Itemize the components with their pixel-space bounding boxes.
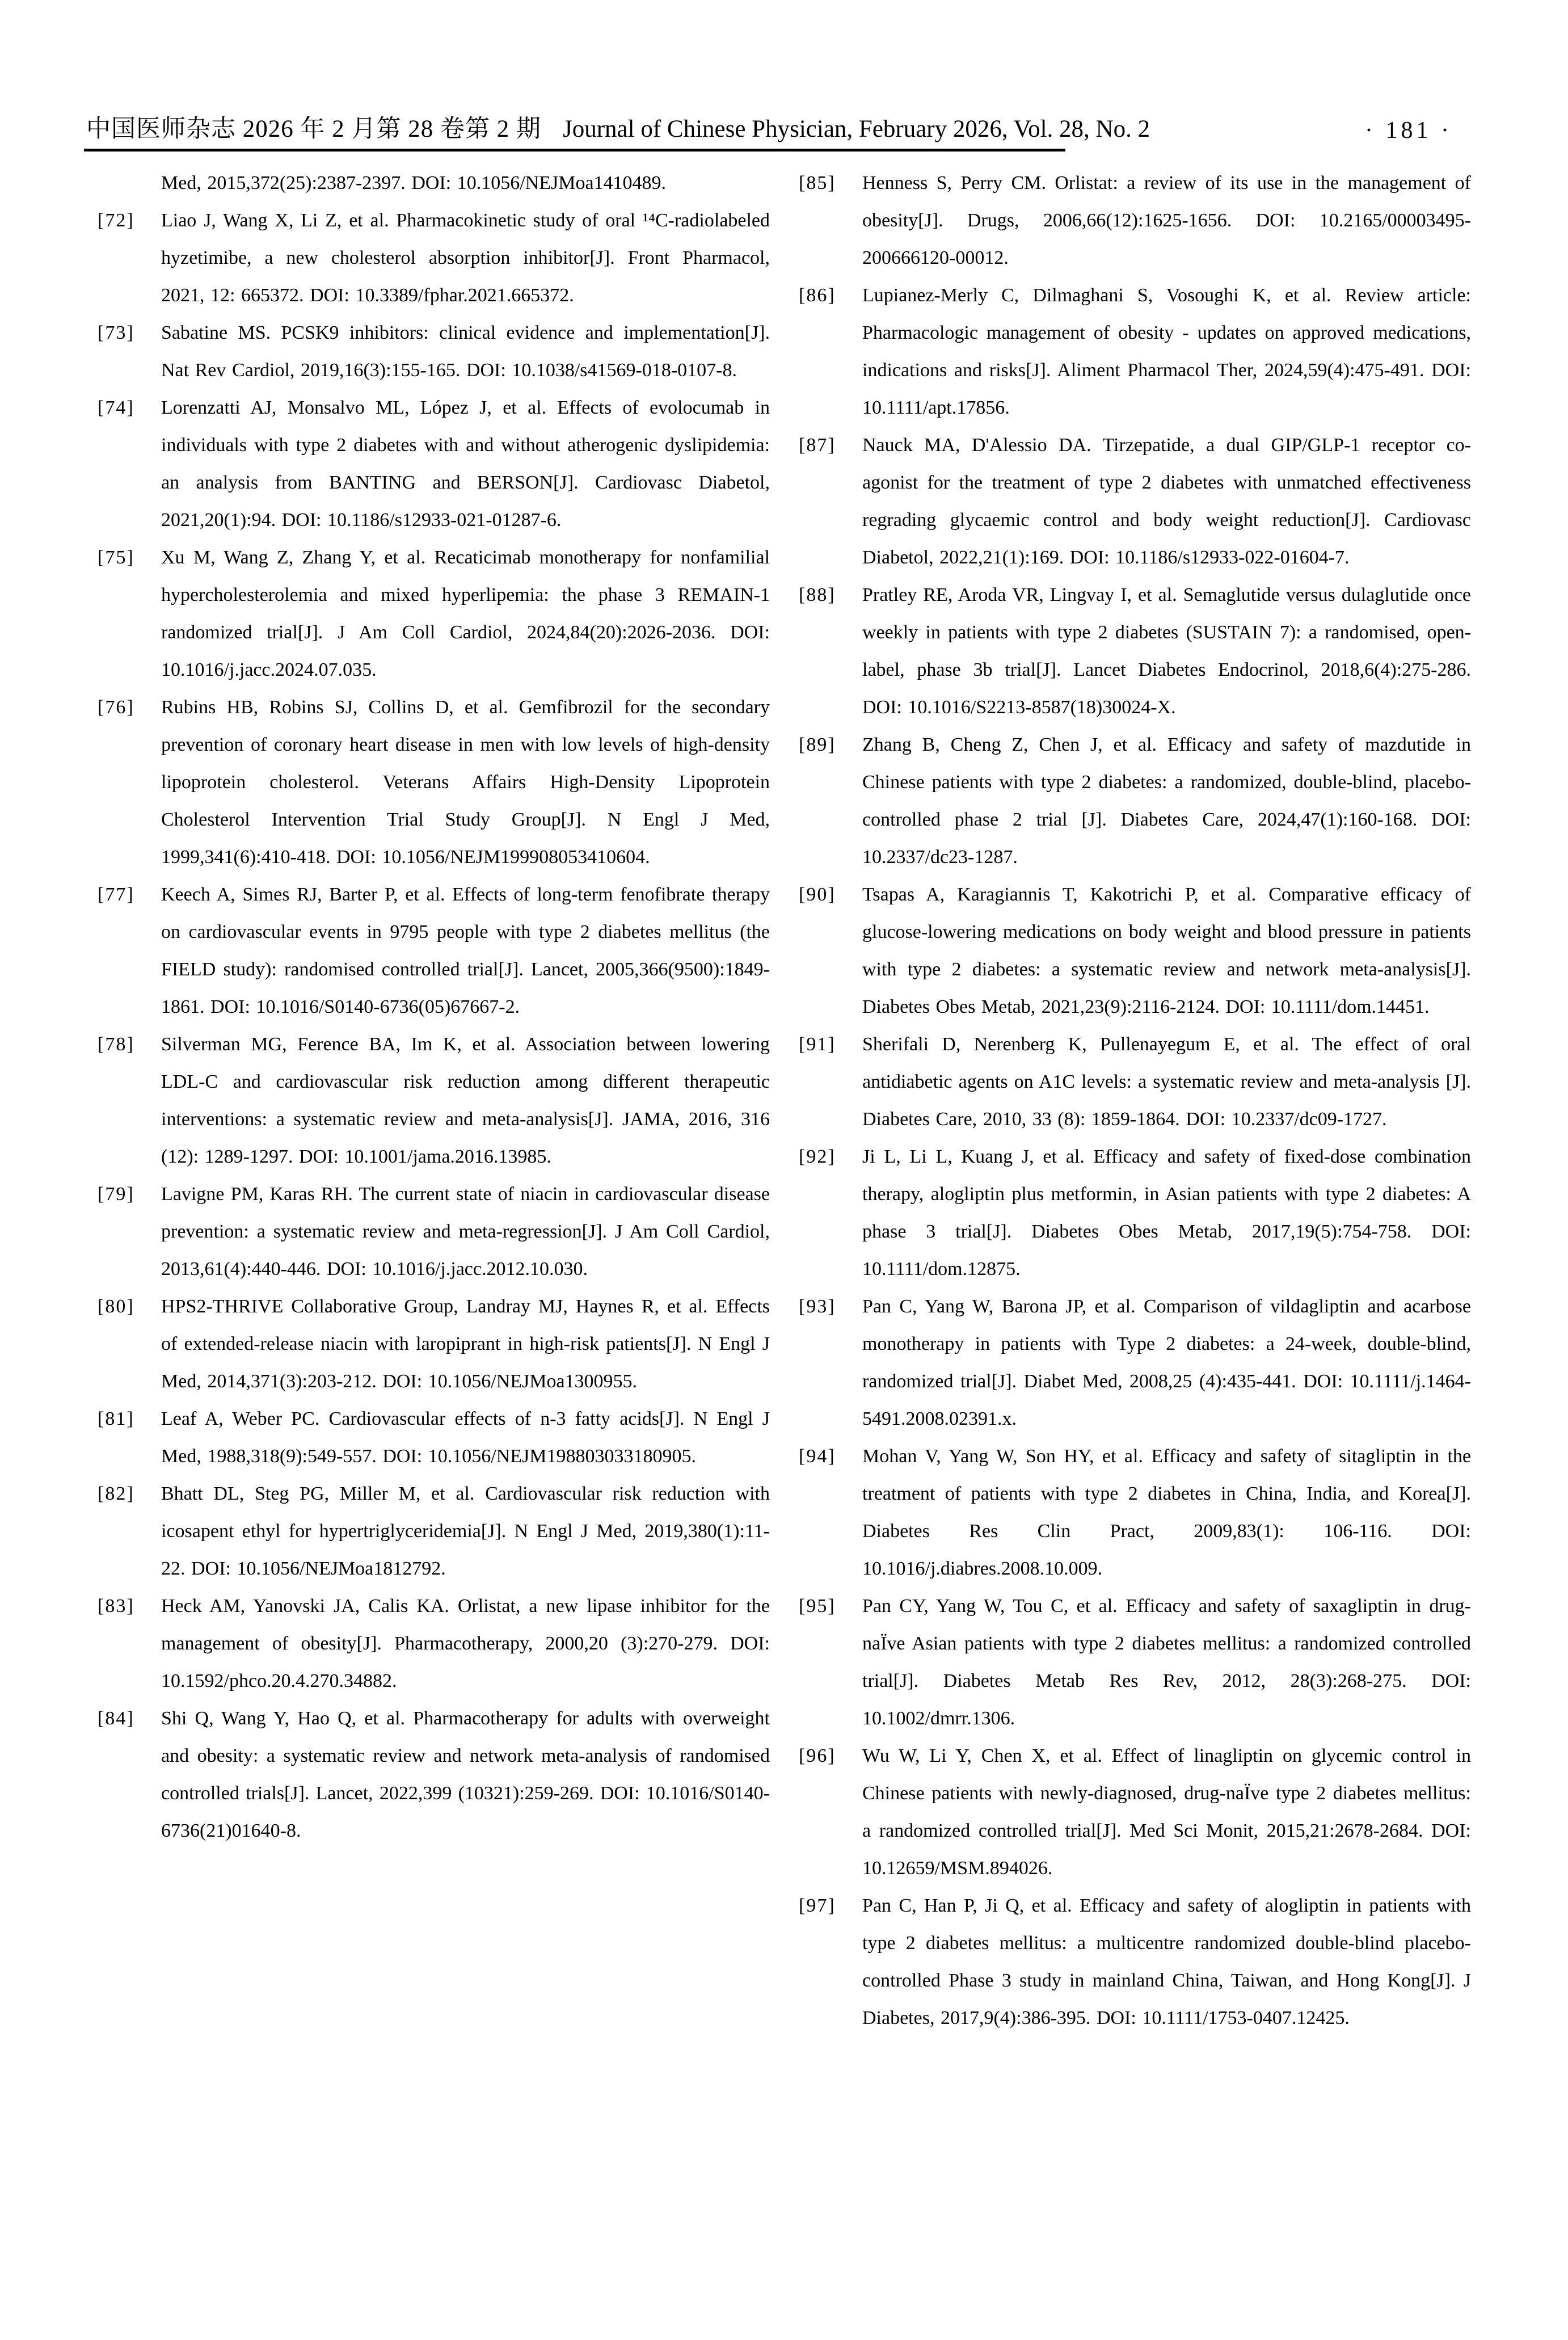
reference-text: Pan CY, Yang W, Tou C, et al. Efficacy and safety of saxagliptin in drug-naÏve Asian patients with type 2 diabetes mellitus: a randomized controlled trial[J]. Diabetes Metab Res Rev, 2012, 28(3):268-275. DOI: 10.1002/dmrr.1306. [862, 1596, 1471, 1729]
reference-number: [73] [98, 322, 134, 343]
reference-item [799, 1887, 1471, 2037]
reference-text: Sherifali D, Nerenberg K, Pullenayegum E, et al. The effect of oral antidiabetic agents on A1C levels: a systematic review and meta-analysis [J]. Diabetes Care, 2010, 33 (8): 1859-1864. DOI: 10.2337/dc09-1727. [862, 1034, 1471, 1130]
reference-number: [79] [98, 1184, 134, 1205]
reference-number: [95] [799, 1596, 836, 1617]
reference-text: Mohan V, Yang W, Son HY, et al. Efficacy and safety of sitagliptin in the treatment of patients with type 2 diabetes in China, India, and Korea[J]. Diabetes Res Clin Pract, 2009,83(1): 106-116. DOI: 10.1016/j.diabres.2008.10.009. [862, 1446, 1471, 1579]
reference-number: [80] [98, 1296, 134, 1317]
reference-item [98, 165, 770, 202]
reference-text: Lorenzatti AJ, Monsalvo ML, López J, et al. Effects of evolocumab in individuals with type 2 diabetes with and without atherogenic dyslipidemia: an analysis from BANTING and BERSON[J]. Cardiovasc Diabetol, 2021,20(1):94. DOI: 10.1186/s12933-021-01287-6. [161, 397, 770, 531]
page-header [84, 107, 1484, 148]
reference-number: [76] [98, 697, 134, 718]
reference-text: Pan C, Han P, Ji Q, et al. Efficacy and safety of alogliptin in patients with type 2 diabetes mellitus: a multicentre randomized double-blind placebo-controlled Phase 3 study in mainland China, Taiwan, and Hong Kong[J]. J Diabetes, 2017,9(4):386-395. DOI: 10.1111/1753-0407.12425. [862, 1895, 1471, 2028]
reference-item [799, 427, 1471, 576]
reference-item [98, 1475, 770, 1588]
reference-text: Henness S, Perry CM. Orlistat: a review of its use in the management of obesity[J]. Drugs, 2006,66(12):1625-1656. DOI: 10.2165/00003495-200666120-00012. [862, 172, 1471, 268]
reference-item [98, 539, 770, 689]
reference-item [98, 1400, 770, 1475]
reference-item [799, 576, 1471, 726]
reference-number: [90] [799, 884, 836, 905]
reference-number: [97] [799, 1895, 836, 1916]
reference-number: [88] [799, 584, 836, 605]
reference-item [799, 277, 1471, 427]
reference-text: Ji L, Li L, Kuang J, et al. Efficacy and safety of fixed-dose combination therapy, alogliptin plus metformin, in Asian patients with type 2 diabetes: A phase 3 trial[J]. Diabetes Obes Metab, 2017,19(5):754-758. DOI: 10.1111/dom.12875. [862, 1146, 1471, 1280]
reference-number: [85] [799, 172, 836, 193]
reference-item [799, 1588, 1471, 1737]
reference-number: [96] [799, 1745, 836, 1766]
journal-title-line [86, 110, 1150, 144]
reference-item [799, 1288, 1471, 1438]
reference-text: Wu W, Li Y, Chen X, et al. Effect of linagliptin on glycemic control in Chinese patients with newly-diagnosed, drug-naÏve type 2 diabetes mellitus: a randomized controlled trial[J]. Med Sci Monit, 2015,21:2678-2684. DOI: 10.12659/MSM.894026. [862, 1745, 1471, 1879]
reference-text: Lavigne PM, Karas RH. The current state of niacin in cardiovascular disease prevention: a systematic review and meta-regression[J]. J Am Coll Cardiol, 2013,61(4):440-446. DOI: 10.1016/j.jacc.2012.10.030. [161, 1184, 770, 1280]
reference-text: Liao J, Wang X, Li Z, et al. Pharmacokinetic study of oral ¹⁴C-radiolabeled hyzetimibe, a new cholesterol absorption inhibitor[J]. Front Pharmacol, 2021, 12: 665372. DOI: 10.3389/fphar.2021.665372. [161, 210, 770, 306]
reference-text: Sabatine MS. PCSK9 inhibitors: clinical evidence and implementation[J]. Nat Rev Cardiol, 2019,16(3):155-165. DOI: 10.1038/s41569-018-0107-8. [161, 322, 770, 381]
reference-number: [74] [98, 397, 134, 418]
reference-item [799, 1138, 1471, 1288]
reference-number: [91] [799, 1034, 836, 1055]
reference-number: [93] [799, 1296, 836, 1317]
header-rule [84, 149, 1065, 151]
reference-text: Med, 2015,372(25):2387-2397. DOI: 10.1056/NEJMoa1410489. [161, 172, 667, 193]
reference-text: Leaf A, Weber PC. Cardiovascular effects of n-3 fatty acids[J]. N Engl J Med, 1988,318(9):549-557. DOI: 10.1056/NEJM198803033180905. [161, 1408, 770, 1467]
reference-item [98, 1288, 770, 1400]
reference-number: [86] [799, 285, 836, 306]
reference-item [98, 389, 770, 539]
reference-item [98, 1026, 770, 1176]
reference-text: Nauck MA, D'Alessio DA. Tirzepatide, a dual GIP/GLP-1 receptor co-agonist for the treatment of type 2 diabetes with unmatched effectiveness regrading glycaemic control and body weight reduction[J]. Cardiovasc Diabetol, 2022,21(1):169. DOI: 10.1186/s12933-022-01604-7. [862, 435, 1471, 568]
reference-number: [89] [799, 734, 836, 755]
reference-number: [83] [98, 1596, 134, 1617]
reference-item [98, 689, 770, 876]
journal-title-english: Journal of Chinese Physician, February 2026, Vol. 28, No. 2 [563, 116, 1150, 142]
reference-item [98, 1176, 770, 1288]
page-number: · 181 · [1365, 117, 1452, 144]
reference-item [98, 202, 770, 314]
reference-item [799, 1438, 1471, 1588]
reference-number: [84] [98, 1708, 134, 1729]
reference-item [98, 1700, 770, 1850]
reference-number: [81] [98, 1408, 134, 1429]
reference-item [799, 1737, 1471, 1887]
reference-number: [77] [98, 884, 134, 905]
reference-text: Shi Q, Wang Y, Hao Q, et al. Pharmacotherapy for adults with overweight and obesity: a systematic review and network meta-analysis of randomised controlled trials[J]. Lancet, 2022,399 (10321):259-269. DOI: 10.1016/S0140-6736(21)01640-8. [161, 1708, 770, 1841]
references-column-right [799, 165, 1471, 2037]
reference-text: Tsapas A, Karagiannis T, Kakotrichi P, et al. Comparative efficacy of glucose-lowering medications on body weight and blood pressure in patients with type 2 diabetes: a systematic review and network meta-analysis[J]. Diabetes Obes Metab, 2021,23(9):2116-2124. DOI: 10.1111/dom.14451. [862, 884, 1471, 1017]
reference-item [799, 876, 1471, 1026]
reference-number: [78] [98, 1034, 134, 1055]
reference-number: [75] [98, 547, 134, 568]
reference-item [799, 165, 1471, 277]
journal-title-chinese: 中国医师杂志 2026 年 2 月第 28 卷第 2 期 [86, 116, 541, 142]
reference-text: Silverman MG, Ference BA, Im K, et al. Association between lowering LDL-C and cardiovascular risk reduction among different therapeutic interventions: a systematic review and meta-analysis[J]. JAMA, 2016, 316 (12): 1289-1297. DOI: 10.1001/jama.2016.13985. [161, 1034, 770, 1167]
reference-number: [82] [98, 1483, 134, 1504]
reference-item [799, 1026, 1471, 1138]
reference-text: Rubins HB, Robins SJ, Collins D, et al. Gemfibrozil for the secondary prevention of coronary heart disease in men with low levels of high-density lipoprotein cholesterol. Veterans Affairs High-Density Lipoprotein Cholesterol Intervention Trial Study Group[J]. N Engl J Med, 1999,341(6):410-418. DOI: 10.1056/NEJM199908053410604. [161, 697, 770, 868]
reference-item [98, 876, 770, 1026]
reference-item [799, 726, 1471, 876]
reference-text: Zhang B, Cheng Z, Chen J, et al. Efficacy and safety of mazdutide in Chinese patients with type 2 diabetes: a randomized, double-blind, placebo-controlled phase 2 trial [J]. Diabetes Care, 2024,47(1):160-168. DOI: 10.2337/dc23-1287. [862, 734, 1471, 868]
reference-text: Heck AM, Yanovski JA, Calis KA. Orlistat, a new lipase inhibitor for the management of obesity[J]. Pharmacotherapy, 2000,20 (3):270-279. DOI: 10.1592/phco.20.4.270.34882. [161, 1596, 770, 1691]
reference-number: [87] [799, 435, 836, 456]
reference-text: Keech A, Simes RJ, Barter P, et al. Effects of long-term fenofibrate therapy on cardiovascular events in 9795 people with type 2 diabetes mellitus (the FIELD study): randomised controlled trial[J]. Lancet, 2005,366(9500):1849-1861. DOI: 10.1016/S0140-6736(05)67667-2. [161, 884, 770, 1017]
reference-item [98, 1588, 770, 1700]
reference-number: [72] [98, 210, 134, 231]
reference-text: HPS2-THRIVE Collaborative Group, Landray MJ, Haynes R, et al. Effects of extended-release niacin with laropiprant in high-risk patients[J]. N Engl J Med, 2014,371(3):203-212. DOI: 10.1056/NEJMoa1300955. [161, 1296, 770, 1392]
reference-number: [92] [799, 1146, 836, 1167]
reference-number: [94] [799, 1446, 836, 1467]
references-column-left [98, 165, 770, 1850]
reference-item [98, 314, 770, 389]
reference-text: Pratley RE, Aroda VR, Lingvay I, et al. Semaglutide versus dulaglutide once weekly in patients with type 2 diabetes (SUSTAIN 7): a randomised, open-label, phase 3b trial[J]. Lancet Diabetes Endocrinol, 2018,6(4):275-286. DOI: 10.1016/S2213-8587(18)30024-X. [862, 584, 1471, 718]
reference-text: Bhatt DL, Steg PG, Miller M, et al. Cardiovascular risk reduction with icosapent ethyl for hypertriglyceridemia[J]. N Engl J Med, 2019,380(1):11-22. DOI: 10.1056/NEJMoa1812792. [161, 1483, 770, 1579]
reference-text: Pan C, Yang W, Barona JP, et al. Comparison of vildagliptin and acarbose monotherapy in patients with Type 2 diabetes: a 24-week, double-blind, randomized trial[J]. Diabet Med, 2008,25 (4):435-441. DOI: 10.1111/j.1464-5491.2008.02391.x. [862, 1296, 1471, 1429]
reference-text: Xu M, Wang Z, Zhang Y, et al. Recaticimab monotherapy for nonfamilial hypercholesterolemia and mixed hyperlipemia: the phase 3 REMAIN-1 randomized trial[J]. J Am Coll Cardiol, 2024,84(20):2026-2036. DOI: 10.1016/j.jacc.2024.07.035. [161, 547, 770, 680]
reference-text: Lupianez-Merly C, Dilmaghani S, Vosoughi K, et al. Review article: Pharmacologic management of obesity - updates on approved medications, indications and risks[J]. Aliment Pharmacol Ther, 2024,59(4):475-491. DOI: 10.1111/apt.17856. [862, 285, 1471, 418]
